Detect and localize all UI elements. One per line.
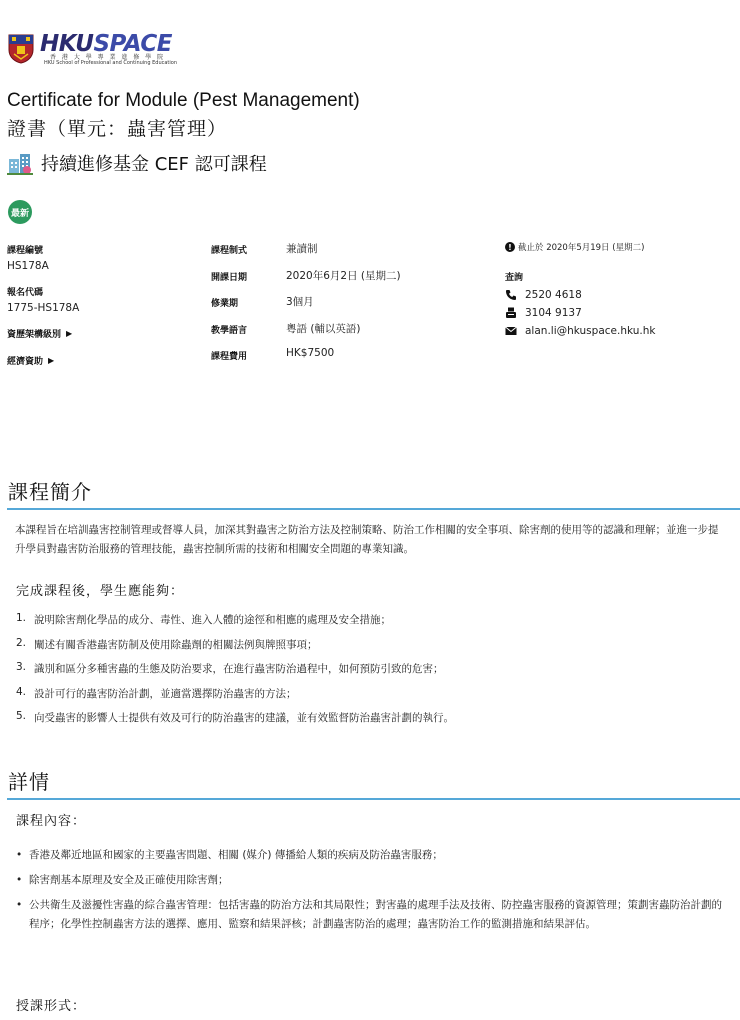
list-item: • 公共衛生及滋擾性害蟲的綜合蟲害管理：包括害蟲的防治方法和其局限性；對害蟲的處理手法及技術、防控蟲害服務的資源管理；策劃害蟲防治計劃的程序；化學性控制蟲害方法的選擇、應用、監察和結果評核；計劃蟲害防治的處理；蟲害防治工作的監測措施和結果評估。	[16, 899, 722, 930]
section-divider	[7, 508, 740, 510]
enrol-code-label: 報名代碼	[7, 288, 44, 298]
outcomes-heading: 完成課程後，學生應能夠：	[16, 584, 185, 599]
list-item: • 除害劑基本原理及安全及正確使用除害劑；	[16, 874, 229, 886]
financial-aid-label: 經濟資助	[7, 357, 44, 367]
deadline	[505, 241, 735, 253]
deadline-text: 截止於 2020年5月19日 (星期二)	[518, 243, 645, 253]
detail-value: HK$7500	[286, 347, 335, 359]
course-codes	[7, 243, 197, 381]
detail-value: 2020年6月2日 (星期二)	[286, 269, 401, 282]
detail-value: 兼讀制	[286, 243, 318, 255]
fax-icon	[505, 307, 517, 319]
detail-value: 粵語 (輔以英語)	[286, 322, 361, 335]
email-link[interactable]: alan.li@hkuspace.hku.hk	[525, 325, 656, 337]
cef-badge	[7, 150, 267, 176]
phone-icon	[505, 289, 517, 301]
outcomes-list	[16, 612, 726, 735]
list-item: 2. 闡述有關香港蟲害防制及使用除蟲劑的相關法例與牌照事項；	[16, 636, 318, 651]
section-heading-details: 詳情	[8, 770, 50, 794]
caret-right-icon: ▶	[48, 356, 55, 365]
section-divider	[7, 798, 740, 800]
enquiry-label: 查詢	[505, 273, 524, 283]
list-item: 4. 設計可行的蟲害防治計劃，並適當選擇防治蟲害的方法；	[16, 685, 297, 700]
detail-label: 修業期	[211, 299, 239, 309]
list-item: 3. 識別和區分多種害蟲的生態及防治要求，在進行蟲害防治過程中，如何預防引致的危害；	[16, 661, 444, 675]
qf-level-toggle[interactable]	[7, 327, 197, 340]
list-item: 5. 向受蟲害的影響人士提供有效及可行的防治蟲害的建議，並有效監督防治蟲害計劃的執行。	[16, 710, 454, 724]
detail-label: 課程制式	[211, 246, 248, 256]
course-details	[211, 241, 491, 374]
enquiry-panel	[505, 241, 735, 337]
logo-wordmark: HKUSPACE	[40, 31, 172, 57]
detail-row	[211, 321, 491, 348]
delivery-heading: 授課形式：	[16, 999, 87, 1014]
qf-level-label: 資歷架構級別	[7, 330, 62, 340]
caret-right-icon: ▶	[66, 329, 73, 338]
cef-building-icon	[7, 151, 33, 175]
fax-row[interactable]	[505, 307, 735, 319]
content-heading: 課程內容：	[16, 814, 87, 829]
cef-label: 持續進修基金 CEF 認可課程	[41, 154, 267, 175]
fax-number: 3104 9137	[525, 307, 582, 319]
list-item: 1. 說明除害劑化學品的成分、毒性、進入人體的途徑和相應的處理及安全措施；	[16, 612, 391, 626]
course-code-value: HS178A	[7, 260, 49, 272]
list-item: • 香港及鄰近地區和國家的主要蟲害問題、相關 (媒介) 傳播給人類的疾病及防治蟲害服務；	[16, 849, 443, 861]
detail-row	[211, 294, 491, 321]
new-badge: 最新	[8, 200, 32, 224]
financial-aid-toggle[interactable]	[7, 354, 197, 367]
detail-label: 開課日期	[211, 272, 248, 283]
envelope-icon	[505, 325, 517, 337]
detail-row	[211, 268, 491, 295]
phone-number: 2520 4618	[525, 289, 582, 301]
course-code-label: 課程編號	[7, 246, 44, 256]
course-title-zh: 證書（單元：蟲害管理）	[7, 118, 228, 140]
course-title-en: Certificate for Module (Pest Management)	[7, 90, 360, 111]
detail-label: 課程費用	[211, 352, 248, 362]
detail-row	[211, 347, 491, 374]
detail-row	[211, 241, 491, 268]
logo-subtitle-en: HKU School of Professional and Continuing Education	[44, 60, 178, 66]
course-intro: 本課程旨在培訓蟲害控制管理或督導人員，加深其對蟲害之防治方法及控制策略、防治工作相關的安全事項、除害劑的使用等的認識和理解；並進一步提升學員對蟲害防治服務的管理技能，蟲害控制所需的技術和相關安全問題的專業知識。	[15, 524, 719, 555]
hku-space-logo[interactable]	[8, 32, 208, 68]
university-crest-icon	[8, 34, 34, 64]
phone-row[interactable]	[505, 289, 735, 301]
content-list	[16, 846, 728, 940]
detail-label: 教學語言	[211, 325, 248, 336]
email-row[interactable]	[505, 325, 735, 337]
section-heading-overview: 課程簡介	[8, 480, 92, 504]
alert-icon: !	[505, 242, 515, 252]
logo-subtitle-zh: 香 港 大 學 專 業 進 修 學 院	[50, 54, 166, 61]
detail-value: 3個月	[286, 296, 314, 308]
enrol-code-value: 1775-HS178A	[7, 302, 80, 314]
